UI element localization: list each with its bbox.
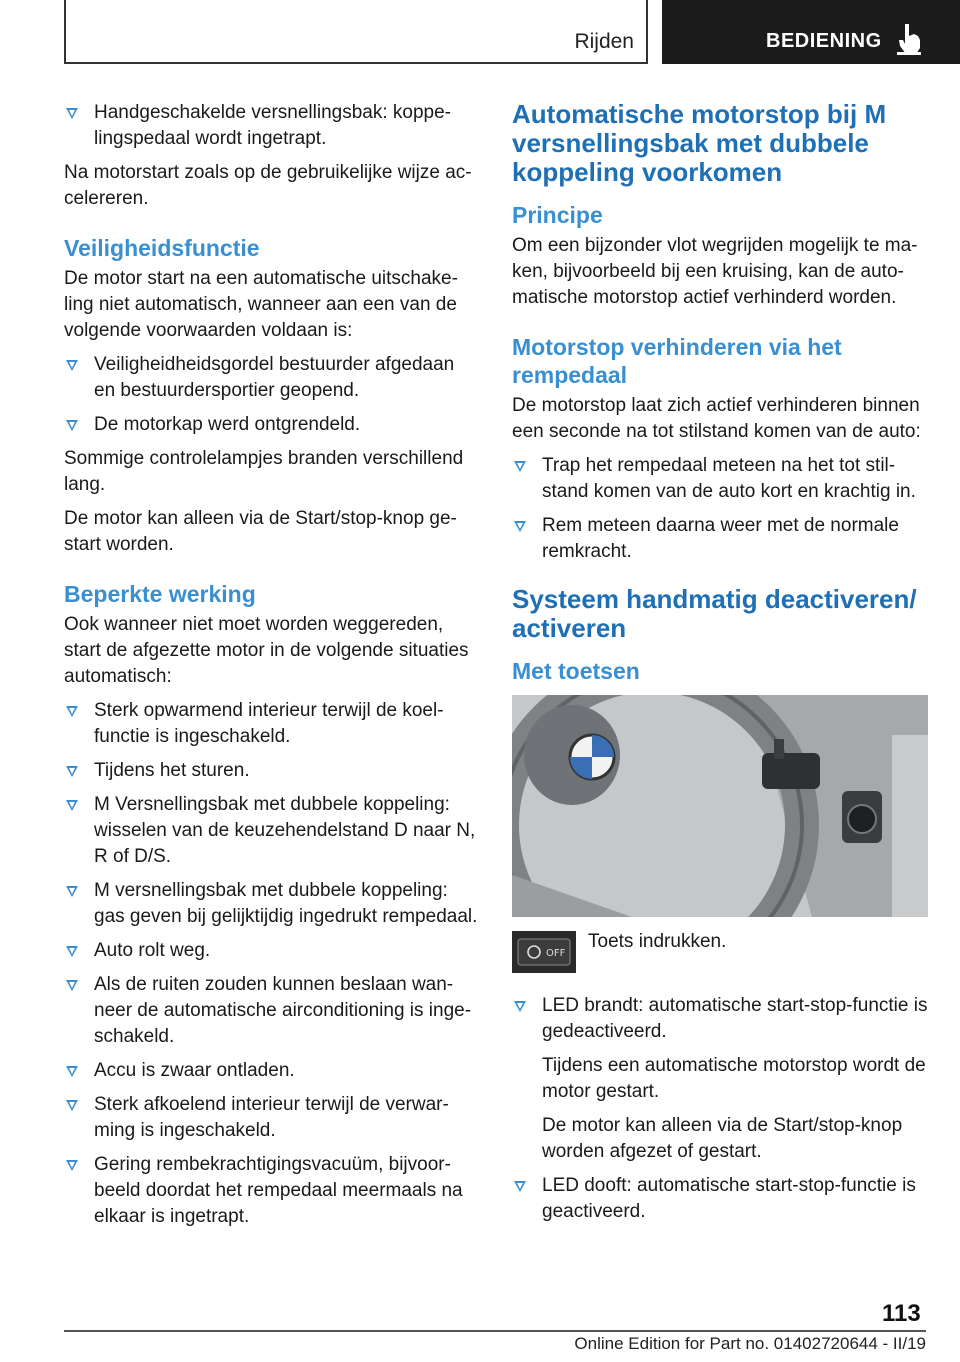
bullet-triangle-icon [66,886,78,897]
svg-text:OFF: OFF [546,948,566,959]
heading-motorstop-verhinderen: Motorstop verhinderen via het rempedaal [512,334,842,388]
bullet-triangle-icon [66,766,78,777]
bullet-triangle-icon [66,980,78,991]
paragraph: De motor start na een automatische uitschake-ling niet automatisch, wanneer aan een van de volgende voorwaarden voldaan is: [64,268,458,341]
bullet-triangle-icon [514,461,526,472]
list-item: Sterk opwarmend interieur terwijl de koel-functie is ingeschakeld. [64,698,478,750]
bullet-triangle-icon [66,360,78,371]
bullet-triangle-icon [66,1066,78,1077]
header-chapter-tab [662,0,960,64]
list-item: Tijdens het sturen. [64,758,478,784]
footer-divider [64,1330,926,1332]
list-item: M versnellingsbak met dubbele koppeling: gas geven bij gelijktijdig ingedrukt rempedaal. [64,878,478,930]
list-item: LED dooft: automatische start-stop-functie is geactiveerd. [512,1173,932,1225]
heading-met-toetsen: Met toetsen [512,658,640,684]
bullet-triangle-icon [66,1100,78,1111]
list-item: Auto rolt weg. [64,938,478,964]
bullet-triangle-icon [66,1160,78,1171]
right-column [512,100,932,1233]
list-item: M Versnellingsbak met dubbele koppeling: wisselen van de keuzehendelstand D naar N, R of D/S. [64,792,478,870]
list-item: LED brandt: automatische start-stop-functie is gedeactiveerd. [512,993,932,1045]
paragraph: De motor kan alleen via de Start/stop-knop ge-start worden. [64,508,457,555]
heading-automatische-motorstop: Automatische motorstop bij M versnellingsbak met dubbele koppeling voorkomen [512,99,887,187]
steering-wheel-photo [512,695,928,917]
bullet-triangle-icon [514,1181,526,1192]
bullet-triangle-icon [66,706,78,717]
list-item: De motorkap werd ontgrendeld. [64,412,478,438]
list-item: Accu is zwaar ontladen. [64,1058,478,1084]
paragraph: Om een bijzonder vlot wegrijden mogelijk te ma-ken, bijvoorbeeld bij een kruising, kan de auto-matische motorstop actief verhinderd worden. [512,235,918,308]
header-section-box [64,0,648,64]
list-item: Rem meteen daarna weer met de normale remkracht. [512,513,932,565]
heading-systeem-deactiveren: Systeem handmatig deactiveren/ activeren [512,584,917,643]
bullet-triangle-icon [66,108,78,119]
list-item: Handgeschakelde versnellingsbak: koppe-lingspedaal wordt ingetrapt. [64,100,478,152]
left-column [64,100,478,1238]
bullet-triangle-icon [514,521,526,532]
heading-principe: Principe [512,202,603,228]
paragraph: Ook wanneer niet moet worden weggereden, start de afgezette motor in de volgende situaties automatisch: [64,614,469,687]
list-item: Gering rembekrachtigingsvacuüm, bijvoor-beeld doordat het rempedaal meermaals na elkaar is ingetrapt. [64,1152,478,1230]
list-item: Veiligheidheidsgordel bestuurder afgedaan en bestuurdersportier geopend. [64,352,478,404]
list-item: Als de ruiten zouden kunnen beslaan wan-neer de automatische airconditioning is inge-schakeld. [64,972,478,1050]
paragraph: Na motorstart zoals op de gebruikelijke wijze ac-celereren. [64,162,472,209]
button-instruction: Toets indrukken. [588,931,727,952]
sub-paragraph: De motor kan alleen via de Start/stop-knop worden afgezet of gestart. [542,1115,903,1162]
off-button-row [512,929,932,977]
page-number: 113 [882,1300,921,1327]
header-chapter-title: BEDIENING [766,30,882,52]
bullet-triangle-icon [514,1001,526,1012]
bullet-triangle-icon [66,420,78,431]
footer-edition: Online Edition for Part no. 01402720644 - II/19 [574,1334,926,1353]
bullet-triangle-icon [66,946,78,957]
heading-veiligheidsfunctie: Veiligheidsfunctie [64,235,260,261]
paragraph: Sommige controlelampjes branden verschillend lang. [64,448,464,495]
list-item: Trap het rempedaal meteen na het tot stil-stand komen van de auto kort en krachtig in. [512,453,932,505]
auto-start-stop-off-button-icon [512,931,576,973]
paragraph: De motorstop laat zich actief verhinderen binnen een seconde na tot stilstand komen van de auto: [512,395,921,442]
heading-beperkte-werking: Beperkte werking [64,581,256,607]
bullet-triangle-icon [66,800,78,811]
sub-paragraph: Tijdens een automatische motorstop wordt de motor gestart. [542,1055,926,1102]
header-section-title: Rijden [574,30,634,53]
hand-pointer-icon [894,22,924,56]
list-item: Sterk afkoelend interieur terwijl de verwar-ming is ingeschakeld. [64,1092,478,1144]
